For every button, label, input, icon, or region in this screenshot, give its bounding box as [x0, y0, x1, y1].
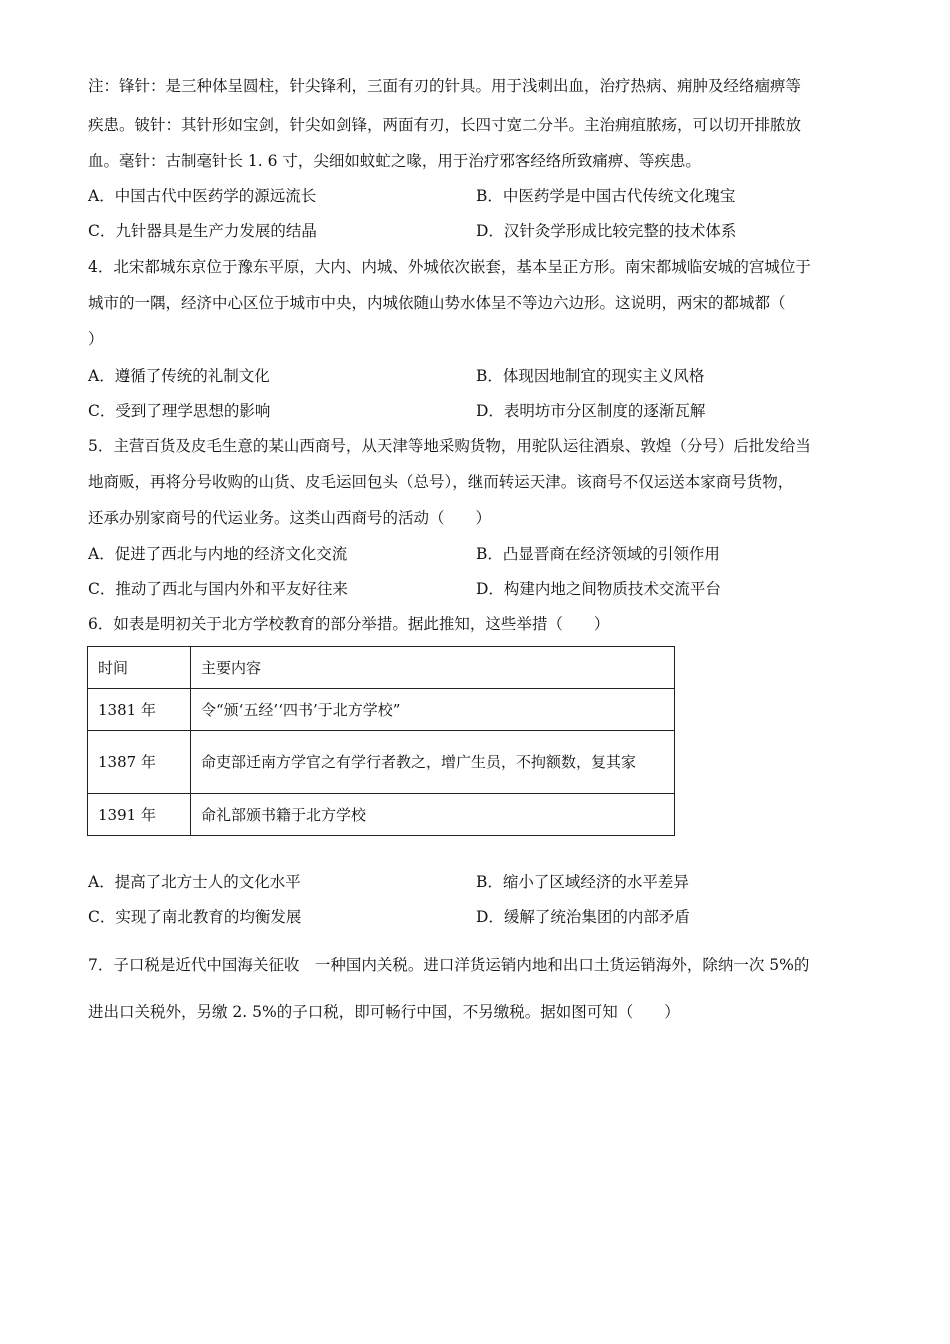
table-cell-year: 1387 年 [88, 731, 191, 794]
q6-option-d[interactable]: D．缓解了统治集团的内部矛盾 [476, 908, 690, 926]
table-header-content: 主要内容 [191, 647, 675, 689]
q6-option-b[interactable]: B．缩小了区域经济的水平差异 [476, 873, 689, 891]
q3-option-a[interactable]: A．中国古代中医药学的源远流长 [88, 187, 317, 205]
q3-option-b[interactable]: B．中医药学是中国古代传统文化瑰宝 [476, 187, 736, 205]
q4-option-d[interactable]: D．表明坊市分区制度的逐渐瓦解 [476, 402, 706, 420]
q6-table [87, 646, 675, 836]
q3-option-c[interactable]: C．九针器具是生产力发展的结晶 [88, 222, 317, 240]
note-line-2: 疾患。铍针：其针形如宝剑，针尖如剑锋，两面有刃，长四寸宽二分半。主治痈疽脓疡，可以切开排脓放 [88, 116, 802, 134]
q5-stem-line-3: 还承办别家商号的代运业务。这类山西商号的活动（ ） [88, 509, 492, 527]
q6-option-a[interactable]: A．提高了北方士人的文化水平 [88, 873, 301, 891]
q4-stem-line-1: 4．北宋都城东京位于豫东平原，大内、内城、外城依次嵌套，基本呈正方形。南宋都城临安城的宫城位于 [88, 258, 811, 276]
q5-stem-line-2: 地商贩，再将分号收购的山货、皮毛运回包头（总号），继而转运天津。该商号不仅运送本家商号货物， [88, 473, 794, 491]
note-line-3: 血。毫针：古制毫针长 1. 6 寸，尖细如蚊虻之喙，用于治疗邪客经络所致痛痹、等疾患。 [88, 152, 701, 170]
table-header-row [88, 647, 675, 689]
q3-option-d[interactable]: D．汉针灸学形成比较完整的技术体系 [476, 222, 737, 240]
q5-option-d[interactable]: D．构建内地之间物质技术交流平台 [476, 580, 721, 598]
q5-option-c[interactable]: C．推动了西北与国内外和平友好往来 [88, 580, 348, 598]
table-cell-content: 命吏部迁南方学官之有学行者教之，增广生员，不拘额数，复其家 [191, 731, 675, 794]
q4-option-b[interactable]: B．体现因地制宜的现实主义风格 [476, 367, 705, 385]
q4-option-a[interactable]: A．遵循了传统的礼制文化 [88, 367, 270, 385]
q5-option-a[interactable]: A．促进了西北与内地的经济文化交流 [88, 545, 348, 563]
table-cell-year: 1381 年 [88, 689, 191, 731]
q7-stem-line-1: 7．子口税是近代中国海关征收 一种国内关税。进口洋货运销内地和出口土货运销海外，除纳一次 5%的 [88, 956, 810, 974]
table-row [88, 731, 675, 794]
note-line-1: 注：锋针：是三种体呈圆柱，针尖锋利，三面有刃的针具。用于浅刺出血，治疗热病、痈肿及经络痼痹等 [88, 77, 802, 95]
q6-stem: 6．如表是明初关于北方学校教育的部分举措。据此推知，这些举措（ ） [88, 615, 610, 633]
table-cell-content: 命礼部颁书籍于北方学校 [191, 794, 675, 836]
table-cell-year: 1391 年 [88, 794, 191, 836]
table-row [88, 794, 675, 836]
q4-option-c[interactable]: C．受到了理学思想的影响 [88, 402, 271, 420]
q5-stem-line-1: 5．主营百货及皮毛生意的某山西商号，从天津等地采购货物，用驼队运往酒泉、敦煌（分号）后批发给当 [88, 437, 811, 455]
q4-stem-line-2: 城市的一隅，经济中心区位于城市中央，内城依随山势水体呈不等边六边形。这说明，两宋的都城都（ [88, 294, 786, 312]
table-cell-content: 令“颁‘五经’‘四书’于北方学校” [191, 689, 675, 731]
q4-stem-line-3: ） [88, 330, 104, 348]
table-header-time: 时间 [88, 647, 191, 689]
q7-stem-line-2: 进出口关税外，另缴 2. 5%的子口税，即可畅行中国，不另缴税。据如图可知（ ） [88, 1003, 680, 1021]
q6-option-c[interactable]: C．实现了南北教育的均衡发展 [88, 908, 302, 926]
table-row [88, 689, 675, 731]
q5-option-b[interactable]: B．凸显晋商在经济领域的引领作用 [476, 545, 720, 563]
